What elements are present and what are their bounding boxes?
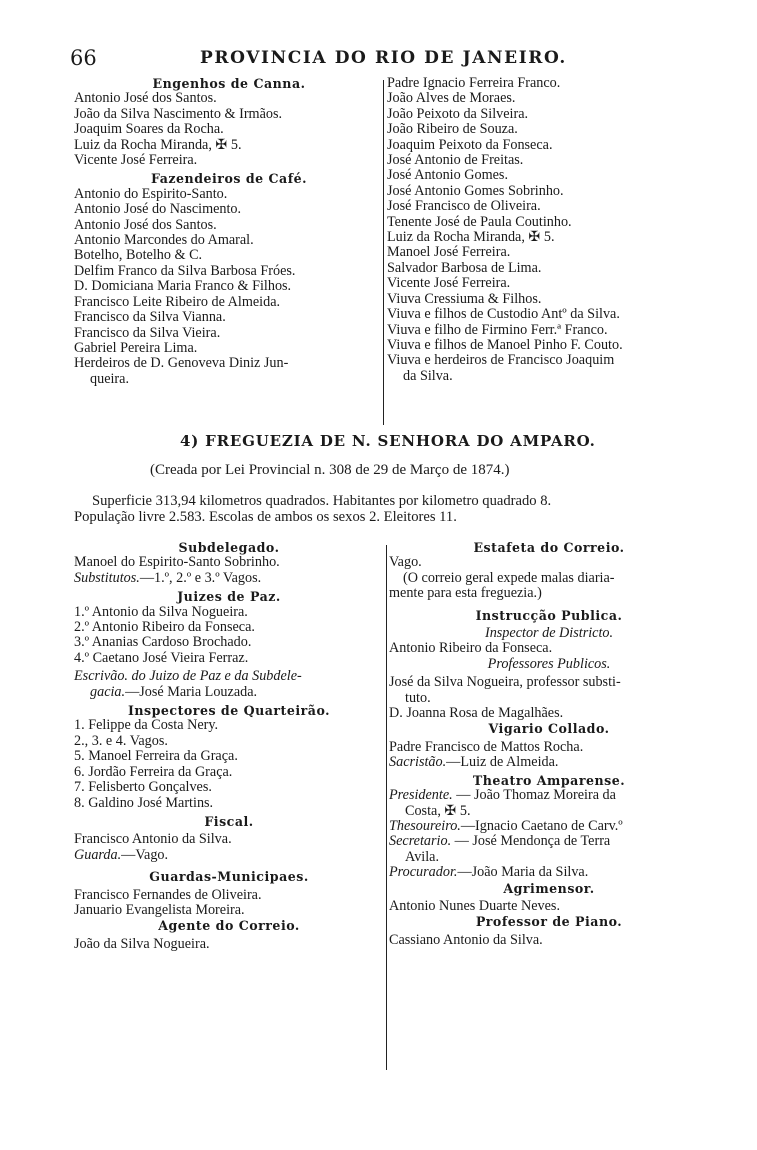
bottom-right-column — [389, 540, 709, 948]
professores-heading: Professores Publicos. — [487, 655, 611, 672]
guarda-value: —Vago. — [121, 846, 169, 863]
statistics-line: População livre 2.583. Escolas de ambos os sexos 2. Eleitores 11. — [74, 509, 457, 525]
list-item: Viuva Cressiuma & Filhos. — [387, 290, 542, 307]
presidente-value: — João Thomaz Moreira da — [452, 787, 616, 804]
fiscal-name: Francisco Antonio da Silva. — [74, 831, 232, 848]
secretario-line — [389, 834, 709, 849]
list-item: D. Domiciana Maria Franco & Filhos. — [74, 278, 292, 295]
secretario-value: — José Mendonça de Terra — [451, 833, 611, 850]
procurador-label: Procurador. — [389, 864, 458, 881]
escrivao-label-cont: gacia. — [90, 683, 126, 700]
statistics-paragraph — [74, 493, 714, 525]
list-item: Francisco da Silva Vieira. — [74, 324, 221, 341]
escrivao-line — [74, 685, 384, 700]
list-item: João Peixoto da Silveira. — [387, 105, 529, 122]
list-item: João da Silva Nascimento & Irmãos. — [74, 105, 283, 122]
tesoureiro-label: Thesoureiro. — [389, 817, 461, 834]
agente-heading: Agente do Correio. — [158, 918, 300, 934]
list-item: Delfim Franco da Silva Barbosa Fróes. — [74, 262, 296, 279]
professor-1: José da Silva Nogueira, professor substi- — [389, 674, 621, 691]
substitutos-line — [74, 571, 384, 586]
substitutos-label: Substitutos. — [74, 569, 140, 586]
page-header — [70, 46, 700, 72]
list-item: queira. — [90, 370, 129, 387]
instrucao-heading: Instrucção Publica. — [475, 607, 623, 623]
inspector-heading: Inspector de Districto. — [484, 625, 614, 642]
presidente-label: Presidente. — [389, 787, 453, 804]
guarda-label: Guarda. — [74, 846, 122, 863]
list-item: Francisco da Silva Vianna. — [74, 309, 226, 326]
theatro-heading: Theatro Amparense. — [472, 772, 626, 788]
list-item: Joaquim Soares da Rocha. — [74, 121, 224, 138]
list-item: da Silva. — [403, 367, 453, 384]
estafeta-heading: Estafeta do Correio. — [473, 540, 625, 555]
engenhos-heading: Engenhos de Canna. — [152, 76, 306, 91]
subdelegado-name: Manoel do Espirito-Santo Sobrinho. — [74, 554, 280, 571]
list-item: José Antonio de Freitas. — [387, 152, 524, 169]
escrivao-value: —José Maria Louzada. — [125, 683, 258, 700]
list-item: Luiz da Rocha Miranda, ✠ 5. — [74, 136, 242, 153]
list-item: Viuva e filhos de Custodio Antº da Silva. — [387, 306, 620, 323]
top-right-column — [387, 76, 707, 384]
list-item: José Antonio Gomes. — [387, 167, 508, 184]
agrimensor-heading: Agrimensor. — [503, 880, 595, 896]
professor-2: D. Joanna Rosa de Magalhães. — [389, 705, 564, 722]
vigario-name: Padre Francisco de Mattos Rocha. — [389, 738, 584, 755]
correio-note: (O correio geral expede malas diaria- — [403, 569, 615, 586]
list-item: 3.º Ananias Cardoso Brochado. — [74, 634, 252, 651]
procurador-value: —João Maria da Silva. — [457, 864, 589, 881]
list-item: Viuva e filhos de Manoel Pinho F. Couto. — [387, 336, 623, 353]
list-item: Antonio José dos Santos. — [74, 90, 217, 107]
professor-1-cont: tuto. — [405, 689, 431, 706]
list-item: 2.º Antonio Ribeiro da Fonseca. — [74, 619, 255, 636]
inspector-name: Antonio Ribeiro da Fonseca. — [389, 640, 553, 657]
piano-heading: Professor de Piano. — [475, 914, 623, 930]
section-heading: 4) FREGUEZIA DE N. SENHORA DO AMPARO. — [180, 432, 596, 450]
fazendeiros-heading: Fazendeiros de Café. — [150, 171, 308, 187]
list-item: Tenente José de Paula Coutinho. — [387, 213, 572, 230]
subdelegado-heading: Subdelegado. — [178, 540, 280, 555]
statistics-line: Superficie 313,94 kilometros quadrados. Habitantes por kilometro quadrado 8. — [92, 493, 552, 509]
vigario-heading: Vigario Collado. — [488, 721, 610, 737]
list-item: José Antonio Gomes Sobrinho. — [387, 182, 564, 199]
list-item: Gabriel Pereira Lima. — [74, 339, 198, 356]
substitutos-value: —1.º, 2.º e 3.º Vagos. — [139, 569, 262, 586]
list-item: Botelho, Botelho & C. — [74, 247, 203, 264]
agrimensor-name: Antonio Nunes Duarte Neves. — [389, 897, 560, 914]
inspectores-heading: Inspectores de Quarteirão. — [127, 703, 331, 719]
list-item: 5. Manoel Ferreira da Graça. — [74, 748, 238, 765]
list-item: Manoel José Ferreira. — [387, 244, 511, 261]
list-item: Vicente José Ferreira. — [74, 152, 198, 169]
juizes-heading: Juizes de Paz. — [177, 589, 281, 605]
list-item: 4.º Caetano José Vieira Ferraz. — [74, 649, 249, 666]
fiscal-heading: Fiscal. — [204, 813, 254, 829]
sacristao-label: Sacristão. — [389, 754, 447, 771]
list-item: João Alves de Moraes. — [387, 90, 516, 107]
list-item: 1. Felippe da Costa Nery. — [74, 717, 219, 734]
running-head: PROVINCIA DO RIO DE JANEIRO. — [200, 48, 567, 68]
secretario-label: Secretario. — [389, 833, 452, 850]
list-item: 2., 3. e 4. Vagos. — [74, 732, 168, 749]
tesoureiro-line — [389, 819, 709, 834]
guarda-line — [74, 848, 384, 863]
list-item: Herdeiros de D. Genoveva Diniz Jun- — [74, 355, 289, 372]
top-left-column — [74, 76, 384, 387]
list-item: Antonio do Espirito-Santo. — [74, 185, 228, 202]
list-item: Antonio Marcondes do Amaral. — [74, 232, 254, 249]
list-item: Januario Evangelista Moreira. — [74, 901, 245, 918]
sacristao-line — [389, 755, 709, 770]
presidente-line — [389, 788, 709, 803]
page-number: 66 — [70, 46, 97, 70]
list-item: Francisco Leite Ribeiro de Almeida. — [74, 293, 281, 310]
piano-name: Cassiano Antonio da Silva. — [389, 931, 543, 948]
list-item: 7. Felisberto Gonçalves. — [74, 779, 212, 796]
list-item: Salvador Barbosa de Lima. — [387, 259, 542, 276]
list-item: João Ribeiro de Souza. — [387, 121, 518, 138]
tesoureiro-value: —Ignacio Caetano de Carv.º — [460, 817, 623, 834]
list-item: Luiz da Rocha Miranda, ✠ 5. — [387, 229, 555, 246]
list-item: Vicente José Ferreira. — [387, 275, 511, 292]
sacristao-value: —Luiz de Almeida. — [446, 754, 559, 771]
list-item: 8. Galdino José Martins. — [74, 794, 214, 811]
list-item: 6. Jordão Ferreira da Graça. — [74, 763, 233, 780]
list-item: Francisco Fernandes de Oliveira. — [74, 886, 262, 903]
escrivao-label: Escrivão. do Juizo de Paz e da Subdele- — [74, 668, 302, 685]
list-item: Padre Ignacio Ferreira Franco. — [387, 75, 561, 91]
estafeta-value: Vago. — [389, 554, 422, 571]
list-item: Antonio José do Nascimento. — [74, 201, 242, 218]
list-item: José Francisco de Oliveira. — [387, 198, 541, 215]
bottom-left-column — [74, 540, 384, 952]
secretario-cont: Avila. — [405, 848, 440, 865]
list-item: Joaquim Peixoto da Fonseca. — [387, 136, 553, 153]
procurador-line — [389, 865, 709, 880]
guardas-heading: Guardas-Municipaes. — [149, 869, 309, 885]
list-item: Viuva e herdeiros de Francisco Joaquim — [387, 352, 615, 369]
presidente-cont: Costa, ✠ 5. — [405, 802, 471, 819]
list-item: 1.º Antonio da Silva Nogueira. — [74, 603, 248, 620]
agente-name: João da Silva Nogueira. — [74, 935, 210, 952]
creation-note: (Creada por Lei Provincial n. 308 de 29 de Março de 1874.) — [150, 462, 510, 478]
column-rule-bottom — [386, 545, 387, 1070]
list-item: Viuva e filho de Firmino Ferr.ª Franco. — [387, 321, 608, 338]
list-item: Antonio José dos Santos. — [74, 216, 217, 233]
correio-note-cont: mente para esta freguezia.) — [389, 585, 542, 602]
